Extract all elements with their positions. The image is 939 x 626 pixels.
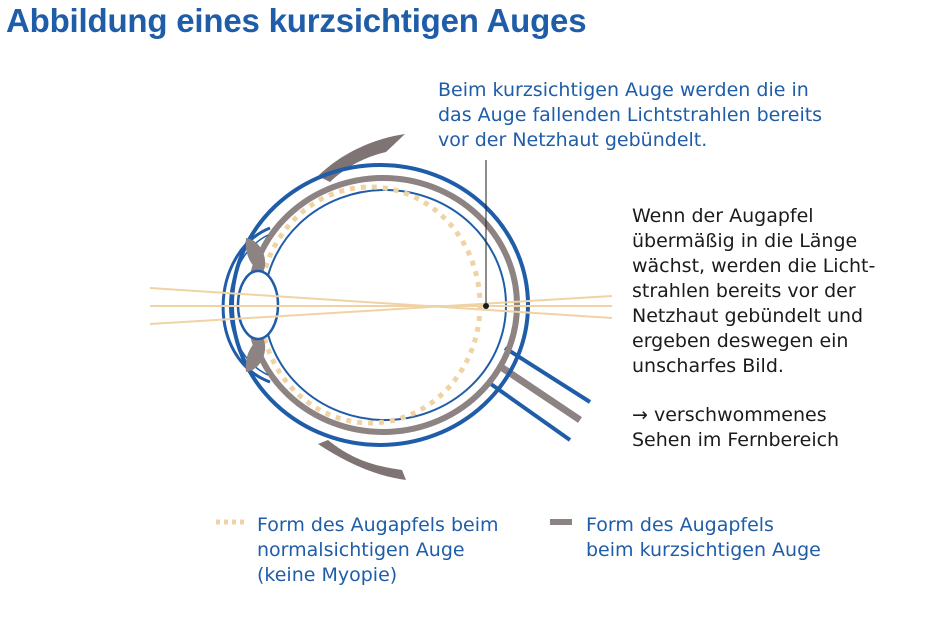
consequence-line: Sehen im Fernbereich [632,429,840,451]
annotation-top [438,78,822,153]
annotation-right-line: Wenn der Augapfel [632,205,814,227]
diagram-title: Abbildung eines kurzsichtigen Auges [6,2,587,39]
consequence-line: → verschwommenes [632,404,827,426]
legend-normal-line: normalsichtigen Auge [257,539,465,561]
legend-myopic-line: beim kurzsichtigen Auge [586,539,821,561]
annotation-right-line: unscharfes Bild. [632,355,784,377]
annotation-right-line: übermäßig in die Länge [632,230,858,252]
legend-normal-line: (keine Myopie) [257,564,398,586]
annotation-right [632,204,875,379]
legend-swatch-normal [215,516,245,528]
annotation-top-line: das Auge fallenden Lichtstrahlen bereits [438,104,823,126]
annotation-top-line: Beim kurzsichtigen Auge werden die in [438,79,809,101]
consequence-note [632,403,839,453]
legend-swatch-myopic [549,516,573,528]
legend-normal-line: Form des Augapfels beim [257,514,499,536]
annotation-top-line: vor der Netzhaut gebündelt. [438,129,708,151]
focal-point [483,303,489,309]
annotation-right-line: Netzhaut gebündelt und [632,305,864,327]
annotation-right-line: strahlen bereits vor der [632,280,856,302]
legend-normal [257,513,499,588]
legend-myopic [586,513,821,563]
annotation-right-line: wächst, werden die Licht- [632,255,876,277]
annotation-right-line: ergeben deswegen ein [632,330,849,352]
legend-myopic-line: Form des Augapfels [586,514,774,536]
light-rays [150,288,612,324]
